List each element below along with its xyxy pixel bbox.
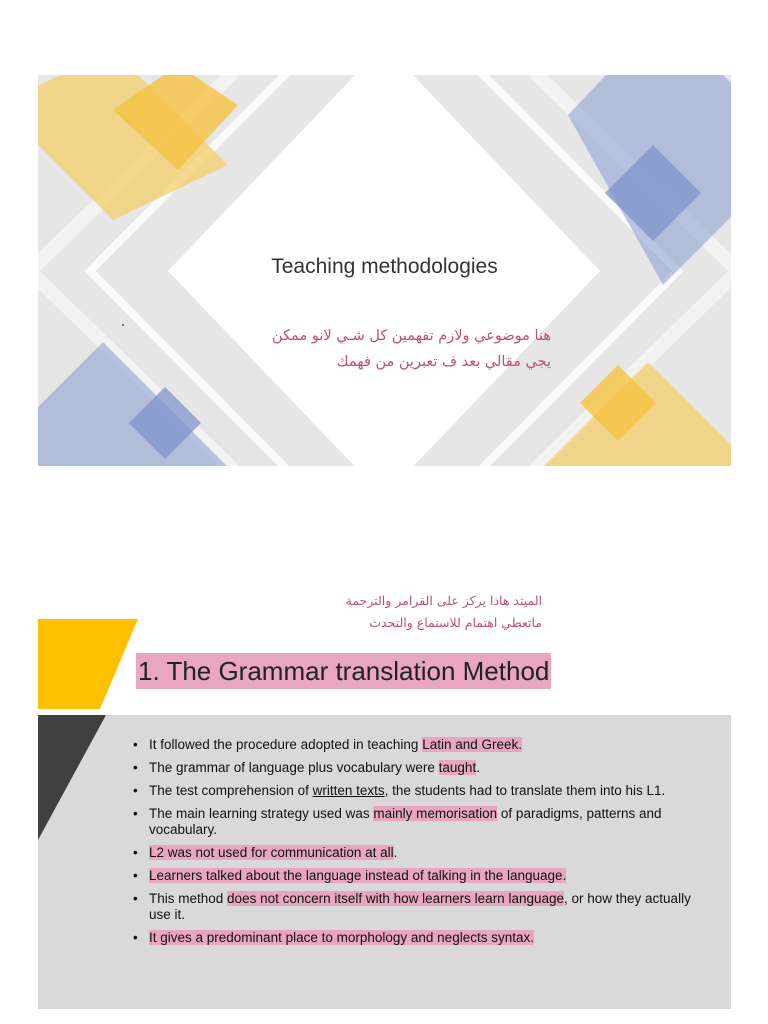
arabic-note-line-2: يجي مقالي بعد ف تعبرين من فهمك	[336, 354, 551, 370]
arabic-annotation-line-2: ماتعطي اهتمام للاستماع والتحدث	[369, 615, 542, 630]
content-panel	[38, 715, 731, 1009]
bullet-text: .	[393, 845, 398, 860]
bullet-text: The main learning strategy used was	[149, 806, 374, 821]
bullet-text: .	[476, 760, 480, 775]
bullet-text: This method	[149, 891, 228, 906]
bullet-list	[130, 737, 710, 953]
highlighted-text: mainly memorisation	[373, 806, 498, 821]
highlighted-text: taught	[438, 760, 477, 775]
bullet-text: , or how they actually use it.	[149, 891, 691, 922]
bullet-item	[130, 806, 710, 838]
bullet-item	[130, 891, 710, 923]
highlighted-text: does not concern itself with how learners learn language	[227, 891, 564, 906]
underlined-text: written texts	[312, 783, 385, 798]
bullet-text: , the students had to translate them into his L1.	[384, 783, 666, 798]
bullet-text: of paradigms, patterns and vocabulary.	[149, 806, 662, 837]
bullet-item	[130, 760, 710, 776]
highlighted-text: Latin and Greek.	[422, 737, 523, 752]
bullet-item	[130, 737, 710, 753]
stray-dot	[122, 324, 124, 326]
highlighted-text: It gives a predominant place to morphology and neglects syntax.	[149, 930, 534, 945]
yellow-accent-shape	[38, 619, 138, 709]
slide-title: Teaching methodologies	[271, 255, 498, 278]
bullet-text: The grammar of language plus vocabulary were	[149, 760, 439, 775]
arabic-annotation	[346, 590, 542, 634]
bullet-item	[130, 783, 710, 799]
arabic-note	[272, 323, 551, 375]
bullet-item	[130, 845, 710, 861]
arabic-annotation-line-1: الميثد هاذا يركز على القرامر والترجمة	[345, 593, 542, 608]
bullet-item	[130, 930, 710, 946]
highlighted-text: Learners talked about the language instead of talking in the language.	[149, 868, 567, 883]
bullet-text: It followed the procedure adopted in teaching	[149, 737, 423, 752]
highlighted-text: L2 was not used for communication at all	[149, 845, 394, 860]
title-slide	[38, 75, 731, 466]
bullet-item	[130, 868, 710, 884]
bullet-text: The test comprehension of	[149, 783, 313, 798]
section-title: 1. The Grammar translation Method	[136, 653, 551, 689]
arabic-note-line-1: هنا موضوعي ولازم تفهمين كل شـي لانو ممكن	[272, 328, 551, 344]
